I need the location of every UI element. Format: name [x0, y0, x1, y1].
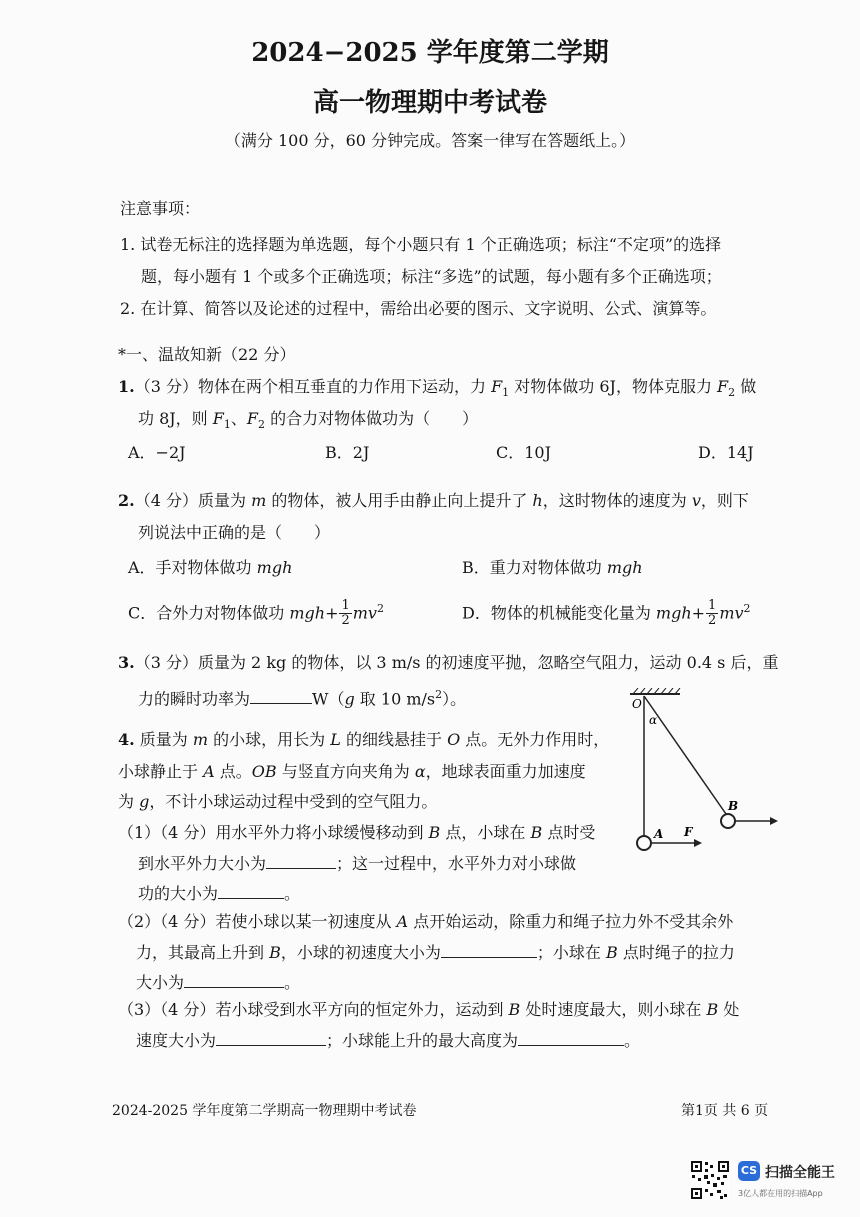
question-4-part-3-line-2 — [136, 1029, 640, 1052]
q4-text: ，不计小球运动过程中受到的空气阻力。 — [149, 792, 438, 811]
option-label: D．物体的机械能变化量为 — [462, 603, 656, 623]
question-3-line-2 — [138, 684, 466, 710]
scanner-tagline: 3亿人都在用的扫描App — [738, 1189, 823, 1198]
force-f2-sub: 2 — [258, 418, 266, 432]
question-3-line-1 — [118, 652, 778, 674]
math-mv: mv — [352, 603, 377, 623]
question-number: 4. — [118, 730, 135, 749]
q2-text-b: 的物体，被人用手由静止向上提升了 — [266, 491, 533, 510]
fraction-one-half — [706, 599, 718, 628]
q4-text: 与竖直方向夹角为 — [276, 762, 415, 781]
q4-text: 为 — [118, 792, 140, 811]
q3-text: （3 分）质量为 2 kg 的物体，以 3 m/s 的初速度平抛，忽略空气阻力，运动 0.4 s 后，重 — [134, 653, 779, 672]
label-a: A — [654, 827, 664, 841]
question-4-part-2-line-2 — [136, 941, 735, 964]
q4-text: 的细线悬挂于 — [340, 730, 448, 749]
pendulum-diagram — [622, 688, 782, 858]
question-4-part-1-line-1 — [118, 822, 595, 844]
question-2-line-1 — [118, 490, 749, 512]
q2-text-d: ，则下 — [700, 491, 749, 510]
question-1-line-1 — [118, 376, 756, 404]
question-2-line-2: 列说法中正确的是（ ） — [138, 523, 331, 542]
fraction-numerator: 1 — [708, 598, 717, 614]
exam-title-subject: 高一物理期中考试卷 — [312, 88, 547, 118]
question-4-part-2-line-3 — [136, 971, 300, 994]
scanner-app-name: 扫描全能王 — [765, 1165, 835, 1181]
exam-note: （满分 100 分，60 分钟完成。答案一律写在答题纸上。） — [224, 131, 636, 150]
fraction-denominator: 2 — [341, 613, 350, 629]
option-label: B．重力对物体做功 — [462, 558, 607, 577]
ball-b — [721, 814, 735, 828]
question-number: 1. — [118, 377, 135, 396]
question-number: 2. — [118, 491, 135, 510]
point-b: B — [530, 823, 543, 842]
question-4-part-1-line-3 — [138, 882, 300, 905]
question-2-option-a — [128, 557, 292, 579]
q4-text: ，地球表面重力加速度 — [425, 762, 586, 781]
arrow-head — [770, 817, 778, 825]
math-expr: mgh — [256, 558, 293, 577]
q4-text: 大小为 — [136, 973, 185, 992]
q4-text: （1）（4 分）用水平外力将小球缓慢移动到 — [118, 823, 429, 842]
question-4-line-3 — [118, 791, 437, 813]
force-f1: F — [212, 409, 224, 428]
q4-text: ，小球的初速度大小为 — [280, 943, 441, 962]
q4-text: （2）（4 分）若使小球以某一初速度从 — [118, 912, 397, 931]
question-4-part-3-line-1 — [118, 999, 739, 1021]
point-o: O — [447, 730, 461, 749]
q4-text: 点，小球在 — [440, 823, 531, 842]
camscanner-logo-icon: CS — [738, 1161, 760, 1181]
notice-item-1-line-2: 题，每小题有 1 个或多个正确选项；标注“多选”的试题，每小题有多个正确选项； — [141, 267, 722, 286]
var-g: g — [344, 689, 355, 709]
force-f1-sub: 1 — [502, 386, 510, 400]
force-f2: F — [717, 377, 729, 396]
option-label: A．手对物体做功 — [128, 558, 257, 577]
q2-text-a: （4 分）质量为 — [134, 491, 252, 510]
notice-heading: 注意事项： — [120, 199, 201, 218]
question-1-option-c: C．10J — [496, 443, 552, 462]
q3-text-c: 取 10 m/s — [354, 689, 436, 709]
footer-page-number: 第1页 共 6 页 — [681, 1103, 769, 1119]
q3-text-a: 力的瞬时功率为 — [138, 689, 251, 709]
q4-text: 处时速度最大，则小球在 — [520, 1000, 707, 1019]
q4-text: 。 — [624, 1031, 641, 1050]
math-mv: mv — [719, 603, 744, 623]
notice-item-1-line-1: 1. 试卷无标注的选择题为单选题，每个小题只有 1 个正确选项；标注“不定项”的选择 — [120, 235, 722, 254]
q4-text: 点开始运动，除重力和绳子拉力外不受其余外 — [408, 912, 734, 931]
math-expr: mgh+ — [289, 603, 339, 623]
question-4-line-2 — [118, 761, 586, 783]
q4-text: 的小球，用长为 — [208, 730, 331, 749]
q4-text: ；小球在 — [536, 943, 606, 962]
q4-text: ；这一过程中，水平外力对小球做 — [336, 854, 577, 873]
question-1-option-d: D．14J — [698, 443, 754, 462]
var-v: v — [691, 491, 701, 510]
q4-text: 处 — [718, 1000, 740, 1019]
q4-text: 小球静止于 — [118, 762, 204, 781]
math-expr: mgh — [606, 558, 643, 577]
footer-title: 2024-2025 学年度第二学期高一物理期中考试卷 — [112, 1103, 417, 1119]
q4-text: 点。 — [214, 762, 252, 781]
label-f: F — [684, 825, 693, 839]
q4-text: 力，其最高上升到 — [136, 943, 270, 962]
section-heading: *一、温故知新（22 分） — [118, 345, 296, 364]
q4-text: 。 — [284, 884, 301, 903]
question-1-option-a: A．−2J — [128, 443, 186, 462]
angle-alpha: α — [414, 762, 426, 781]
question-2-option-c — [128, 598, 384, 628]
force-f1-sub: 1 — [223, 418, 231, 432]
exponent: 2 — [376, 602, 384, 615]
point-b: B — [605, 943, 618, 962]
answer-blank[interactable] — [184, 971, 284, 988]
point-b: B — [428, 823, 441, 842]
force-f2-sub: 2 — [728, 386, 736, 400]
exponent: 2 — [743, 602, 751, 615]
var-g: g — [139, 792, 150, 811]
q1-text-a: （3 分）物体在两个相互垂直的力作用下运动，力 — [134, 377, 492, 396]
q4-text: 点。无外力作用时， — [460, 730, 610, 749]
notice-item-2: 2. 在计算、简答以及论述的过程中，需给出必要的图示、文字说明、公式、演算等。 — [120, 299, 717, 318]
force-f1: F — [491, 377, 503, 396]
question-number: 3. — [118, 653, 135, 672]
arrow-head — [694, 839, 702, 847]
question-1-line-2 — [138, 408, 478, 436]
question-1-option-b: B．2J — [325, 443, 370, 462]
q1-text-c: 做 — [735, 377, 757, 396]
q1-line2-c: 的合力对物体做功为（ ） — [265, 409, 479, 428]
fraction-numerator: 1 — [341, 598, 350, 614]
q2-text-c: ，这时物体的速度为 — [542, 491, 692, 510]
q4-text: （3）（4 分）若小球受到水平方向的恒定外力，运动到 — [118, 1000, 509, 1019]
qr-code-icon — [690, 1160, 730, 1200]
answer-blank[interactable] — [250, 687, 312, 704]
answer-blank[interactable] — [518, 1029, 624, 1046]
point-a: A — [203, 762, 215, 781]
q3-text-b: W（ — [312, 689, 345, 709]
fraction-denominator: 2 — [708, 613, 717, 629]
math-expr: mgh+ — [655, 603, 706, 623]
answer-blank[interactable] — [441, 941, 537, 958]
force-f2: F — [246, 409, 259, 428]
question-2-option-b — [462, 557, 643, 579]
label-alpha: α — [649, 713, 658, 727]
q4-text: 速度大小为 — [136, 1031, 217, 1050]
answer-blank[interactable] — [216, 1029, 326, 1046]
exponent: 2 — [435, 688, 443, 701]
option-label: C．合外力对物体做功 — [128, 603, 290, 623]
q4-text: 点时绳子的拉力 — [617, 943, 735, 962]
answer-blank[interactable] — [218, 882, 284, 899]
point-b: B — [508, 1000, 521, 1019]
var-m: m — [251, 491, 267, 510]
label-o: O — [632, 697, 642, 711]
exam-title-term: 2024−2025 学年度第二学期 — [251, 38, 609, 68]
question-2-option-d — [462, 598, 751, 628]
q4-text: 功的大小为 — [138, 884, 219, 903]
question-4-part-2-line-1 — [118, 911, 733, 933]
var-h: h — [532, 491, 543, 510]
q4-text: 到水平外力大小为 — [138, 854, 267, 873]
q4-text: 。 — [284, 973, 301, 992]
q3-text-d: ）。 — [442, 689, 467, 709]
q1-text-b: 对物体做功 6J，物体克服力 — [509, 377, 718, 396]
point-b: B — [269, 943, 281, 962]
q1-line2-b: 、 — [230, 409, 247, 428]
var-l: L — [330, 730, 341, 749]
segment-ob: OB — [251, 762, 277, 781]
question-4-part-1-line-2 — [138, 852, 576, 875]
point-b: B — [706, 1000, 719, 1019]
point-a: A — [396, 912, 409, 931]
q4-text: ；小球能上升的最大高度为 — [326, 1031, 519, 1050]
q1-line2-a: 功 8J，则 — [138, 409, 213, 428]
answer-blank[interactable] — [266, 852, 336, 869]
fraction-one-half — [339, 599, 351, 628]
ball-a — [637, 836, 651, 850]
q4-text: 质量为 — [134, 730, 193, 749]
question-4-line-1 — [118, 729, 609, 751]
label-b: B — [728, 799, 739, 813]
q4-text: 点时受 — [542, 823, 596, 842]
var-m: m — [192, 730, 209, 749]
